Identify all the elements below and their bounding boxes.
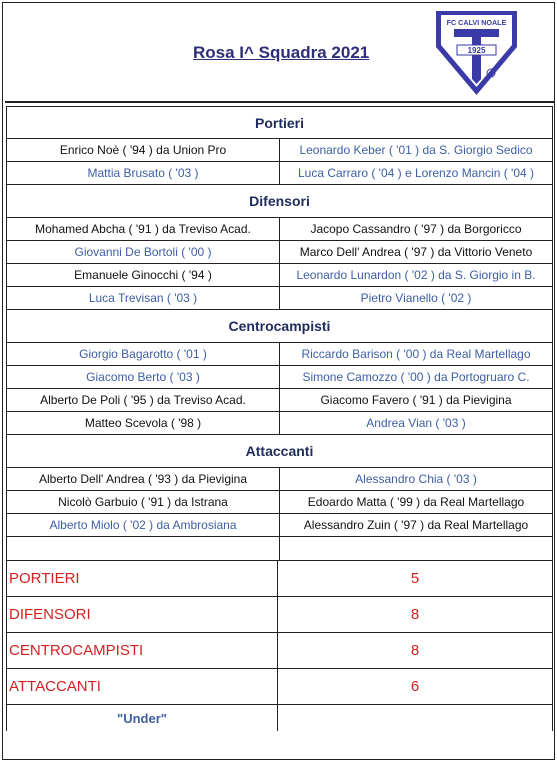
table-row	[6, 139, 553, 162]
table-row	[6, 264, 553, 287]
count-label: DIFENSORI	[7, 597, 278, 632]
player-cell: Matteo Scevola ( '98 )	[84, 416, 202, 430]
count-value: 8	[410, 606, 420, 623]
count-row	[6, 597, 553, 633]
player-cell: Leonardo Keber ( '01 ) da S. Giorgio Sedico	[279, 139, 552, 161]
table-row	[6, 218, 553, 241]
player-cell: Pietro Vianello ( '02 )	[279, 287, 552, 309]
count-value: 8	[410, 642, 420, 659]
table-row	[6, 468, 553, 491]
player-cell: Enrico Noè ( '94 ) da Union Pro	[59, 143, 227, 157]
section-heading: Centrocampisti	[6, 310, 553, 343]
blank-row	[6, 537, 553, 561]
count-label: CENTROCAMPISTI	[7, 633, 278, 668]
player-cell: Mattia Brusato ( '03 )	[87, 166, 199, 180]
player-cell: Giorgio Bagarotto ( '01 )	[79, 347, 207, 361]
section-heading: Portieri	[6, 106, 553, 139]
table-row	[6, 389, 553, 412]
player-cell: Luca Trevisan ( '03 )	[88, 291, 198, 305]
count-label: ATTACCANTI	[7, 669, 278, 704]
count-value: 6	[410, 678, 420, 695]
section-heading: Attaccanti	[6, 435, 553, 468]
player-cell: Giacomo Favero ( '91 ) da Pievigina	[279, 389, 552, 411]
count-row	[6, 633, 553, 669]
table-row	[6, 343, 553, 366]
player-cell: Alessandro Zuin ( '97 ) da Real Martellago	[279, 514, 552, 536]
count-row	[6, 669, 553, 705]
count-value: 5	[410, 570, 420, 587]
player-cell: Nicolò Garbuio ( '91 ) da Istrana	[58, 495, 228, 509]
player-cell: Edoardo Matta ( '99 ) da Real Martellago	[279, 491, 552, 513]
player-cell: Alberto De Poli ( '95 ) da Treviso Acad.	[40, 393, 246, 407]
roster-table	[6, 106, 553, 731]
player-cell: Giacomo Berto ( '03 )	[86, 370, 200, 384]
count-row	[6, 561, 553, 597]
player-cell: Simone Camozzo ( '00 ) da Portogruaro C.	[279, 366, 552, 388]
table-row	[6, 514, 553, 537]
player-cell: Luca Carraro ( '04 ) e Lorenzo Mancin ( '04 )	[279, 162, 552, 184]
player-cell: Giovanni De Bortoli ( '00 )	[74, 245, 212, 259]
header	[5, 3, 554, 103]
player-cell: Emanuele Ginocchi ( '94 )	[74, 268, 212, 282]
table-row	[6, 366, 553, 389]
player-cell: Alberto Dell' Andrea ( '93 ) da Pievigina	[38, 472, 248, 486]
under-legend: "Under"	[7, 705, 278, 731]
player-cell: Leonardo Lunardon ( '02 ) da S. Giorgio in B.	[279, 264, 552, 286]
page-title: Rosa I^ Squadra 2021	[193, 43, 370, 62]
logo-year: 1925	[467, 46, 486, 55]
under-row	[6, 705, 553, 731]
blank-cell	[279, 537, 552, 560]
section-heading: Difensori	[6, 185, 553, 218]
roster-sheet	[2, 2, 555, 760]
player-cell: Riccardo Barison ( '00 ) da Real Martellago	[279, 343, 552, 365]
player-cell: Alessandro Chia ( '03 )	[279, 468, 552, 490]
count-label: PORTIERI	[7, 561, 278, 596]
blank-cell	[7, 537, 279, 560]
table-row	[6, 162, 553, 185]
player-cell: Marco Dell' Andrea ( '97 ) da Vittorio Veneto	[279, 241, 552, 263]
table-row	[6, 241, 553, 264]
table-row	[6, 491, 553, 514]
table-row	[6, 412, 553, 435]
club-logo	[430, 7, 523, 99]
table-row	[6, 287, 553, 310]
player-cell: Andrea Vian ( '03 )	[279, 412, 552, 434]
player-cell: Mohamed Abcha ( '91 ) da Treviso Acad.	[35, 222, 251, 236]
player-cell: Jacopo Cassandro ( '97 ) da Borgoricco	[279, 218, 552, 240]
logo-club-name: FC CALVI NOALE	[446, 18, 507, 27]
player-cell: Alberto Miolo ( '02 ) da Ambrosiana	[49, 518, 237, 532]
